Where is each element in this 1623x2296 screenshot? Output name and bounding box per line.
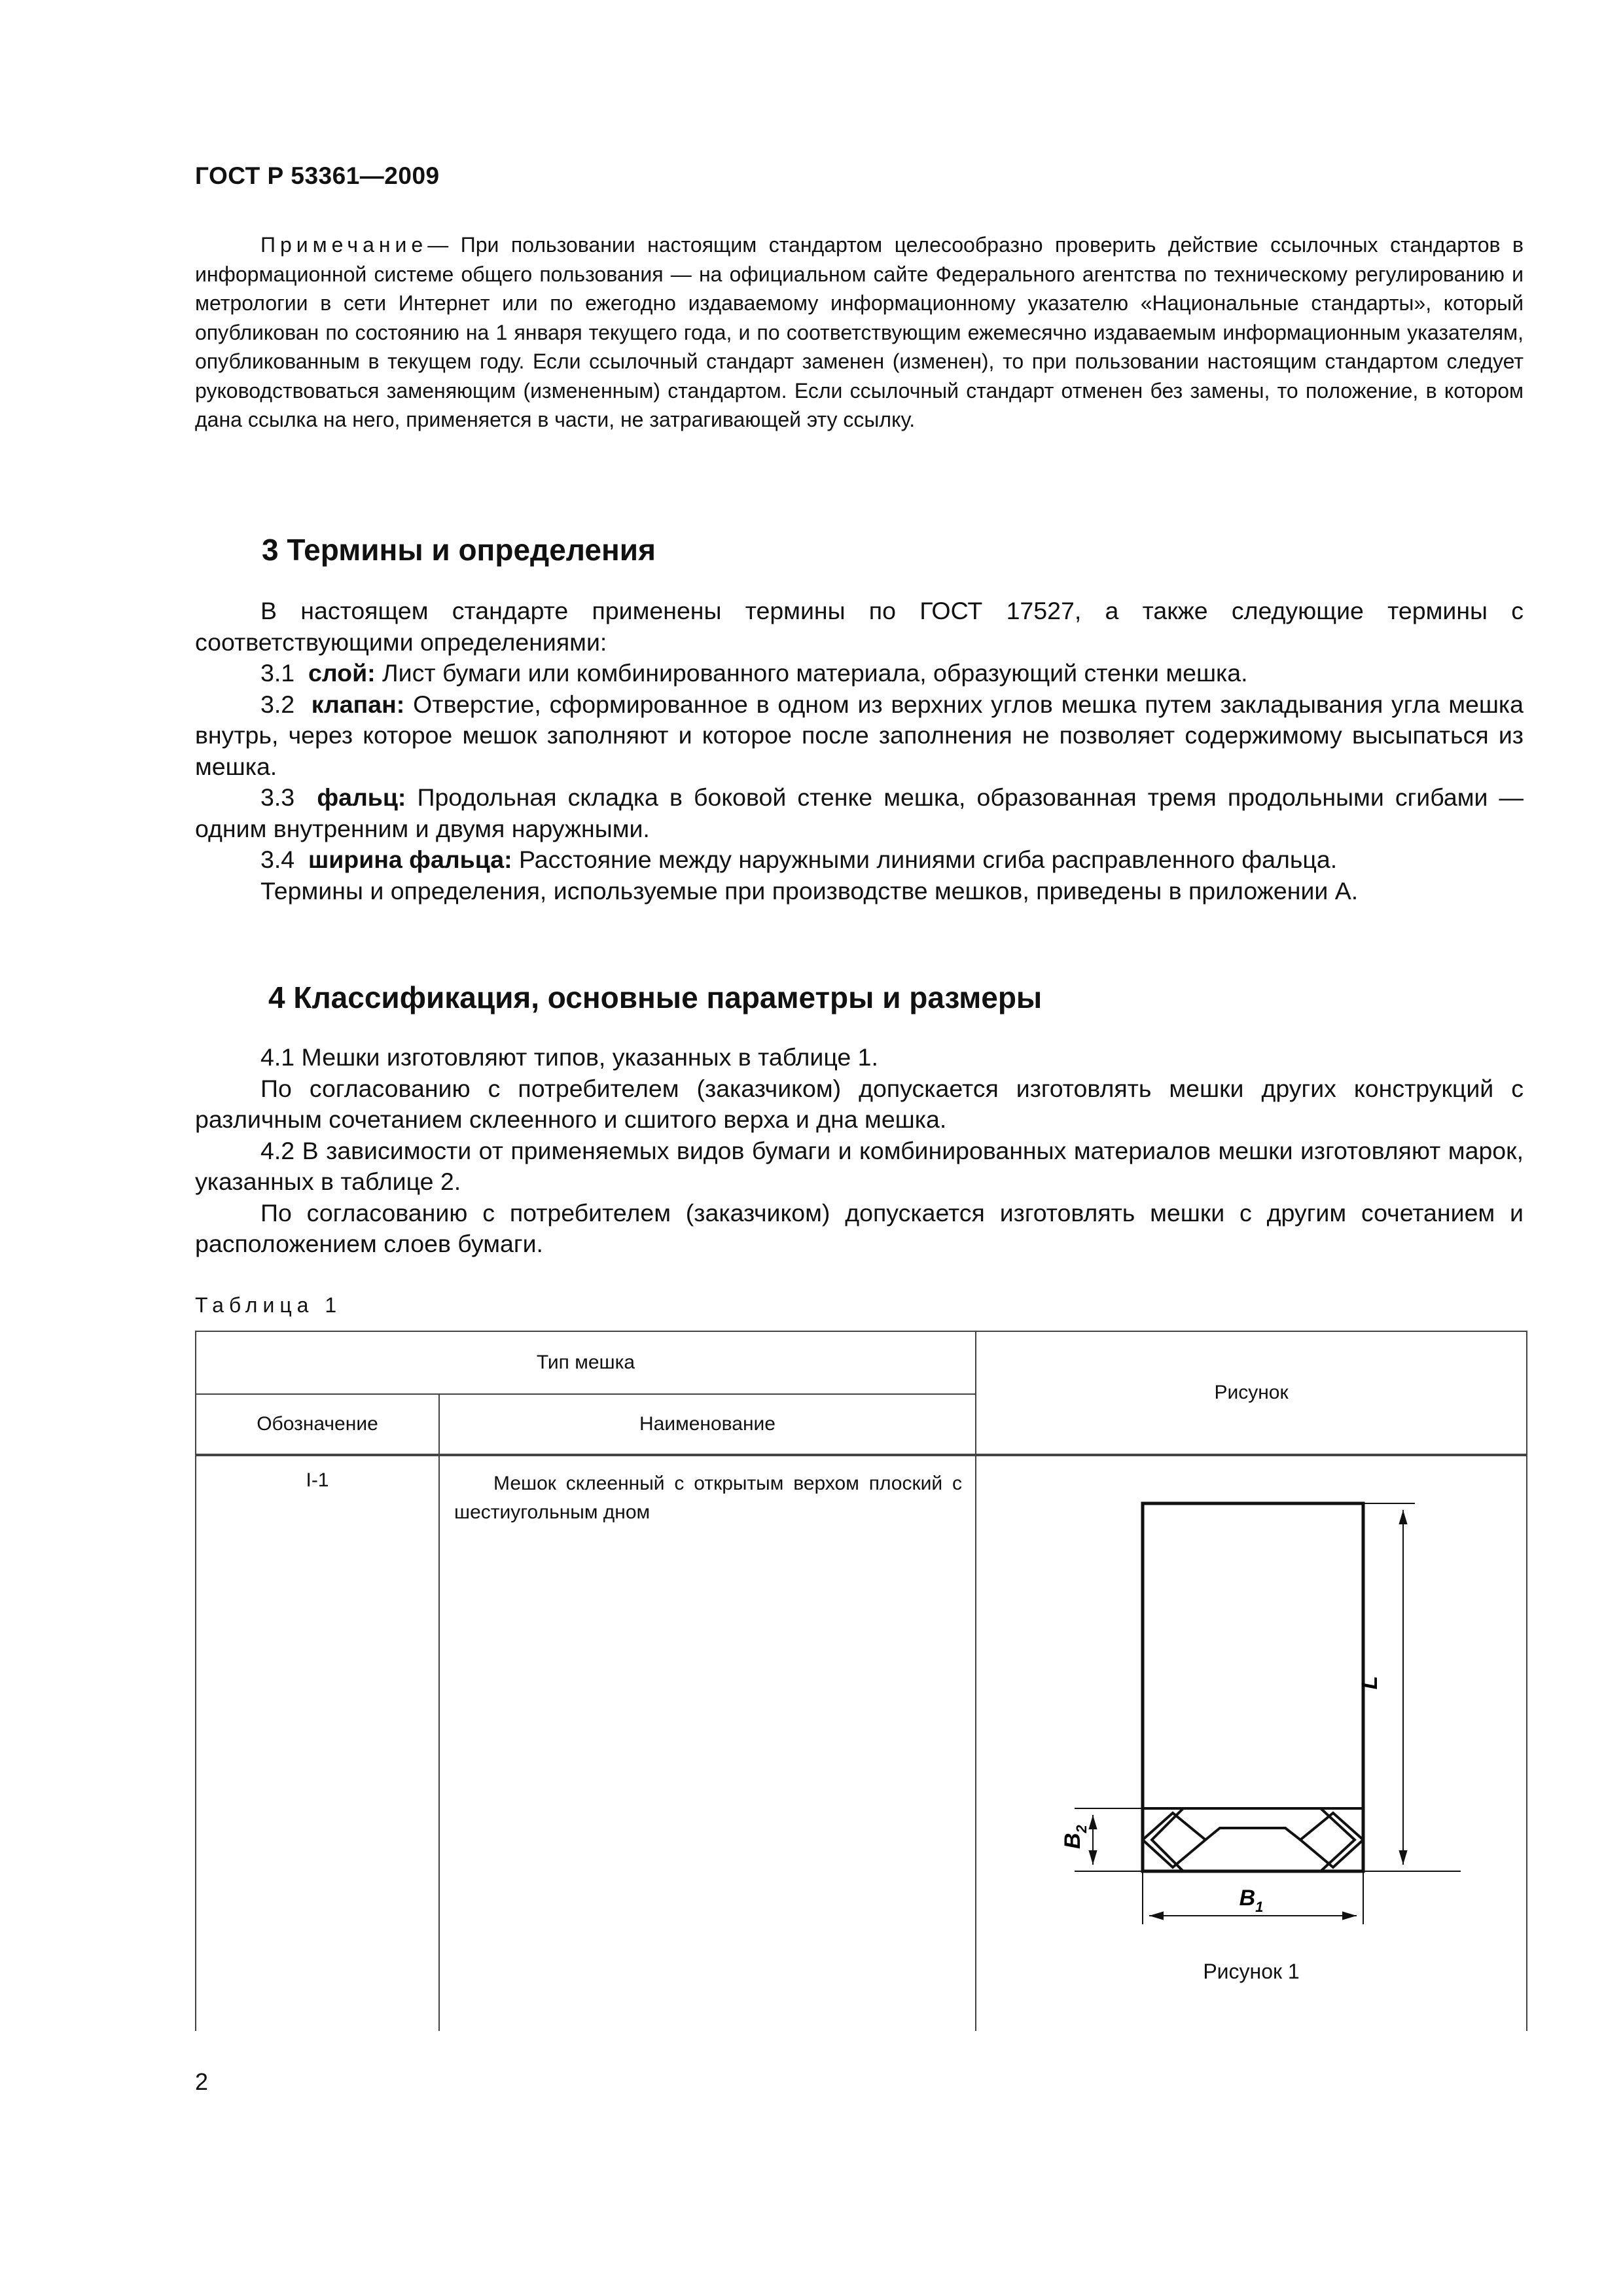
table-1: [195, 1331, 1527, 2031]
header-designation: Обозначение: [196, 1394, 439, 1455]
row-figure: [976, 1455, 1527, 2031]
hexagon-bottom-outer: [1152, 1808, 1355, 1871]
label-B2: $B_2$: [1060, 1825, 1090, 1849]
term-3-2: 3.2 клапан: Отверстие, сформированное в одном из верхних углов мешка путем закладывания угла мешка внутрь, через которое мешок заполняют и которое после заполнения не позволяет содержимому высыпаться из мешка.: [195, 690, 1524, 780]
table-row: [196, 1455, 1527, 2031]
term-3-3: 3.3 фальц: Продольная складка в боковой стенке мешка, образованная тремя продольными сгибами — одним внутренним и двумя наружными.: [195, 783, 1524, 842]
note-text: — При пользовании настоящим стандартом целесообразно проверить действие ссылочных стандартов в информационной системе общего пользования — на официальном сайте Федерального агентства по техническому регулированию и метрологии в сети Интернет или по ежегодно издаваемому информационному указателю «Национальные стандарты», который опубликован по состоянию на 1 января текущего года, и по соответствующим ежемесячно издаваемым информационным указателям, опубликованным в текущем году. Если ссылочный стандарт заменен (изменен), то при пользовании настоящим стандартом следует руководствоваться заменяющим (измененным) стандартом. Если ссылочный стандарт отменен без замены, то положение, в котором дана ссылка на него, применяется в части, не затрагивающей эту ссылку.: [195, 233, 1524, 431]
note-label: Примечание: [260, 233, 428, 257]
header-name: Наименование: [439, 1394, 976, 1455]
paragraph-4-2: 4.2 В зависимости от применяемых видов бумаги и комбинированных материалов мешки изготовляют марок, указанных в таблице 2.: [195, 1136, 1524, 1195]
section-3-closing: Термины и определения, используемые при производстве мешков, приведены в приложении А.: [260, 876, 1359, 905]
paragraph-4-1: 4.1 Мешки изготовляют типов, указанных в таблице 1.: [260, 1043, 878, 1071]
label-L: L: [1357, 1676, 1383, 1690]
section-4-heading: 4 Классификация, основные параметры и размеры: [268, 980, 1043, 1014]
term-3-4: 3.4 ширина фальца: Расстояние между наружными линиями сгиба расправленного фальца.: [260, 846, 1338, 873]
figure-1-caption: Рисунок 1: [1203, 1960, 1300, 1983]
section-4-body: [195, 1042, 1524, 1260]
page-number: 2: [195, 2068, 209, 2095]
row-designation: I-1: [196, 1455, 439, 2031]
paragraph-4-1-note: По согласованию с потребителем (заказчиком) допускается изготовлять мешки других конструкций с различным сочетанием склеенного и сшитого верха и дна мешка.: [195, 1074, 1524, 1133]
term-3-1: 3.1 слой: Лист бумаги или комбинированного материала, образующий стенки мешка.: [260, 659, 1248, 687]
header-bag-type: Тип мешка: [196, 1331, 976, 1394]
row-name: Мешок склеенный с открытым верхом плоский с шестиугольным дном: [439, 1455, 976, 2031]
label-B1: $B_1$: [1239, 1886, 1264, 1915]
section-3-intro: В настоящем стандарте применены термины по ГОСТ 17527, а также следующие термины с соответствующими определениями:: [195, 597, 1524, 656]
paragraph-4-2-note: По согласованию с потребителем (заказчиком) допускается изготовлять мешки с другим сочетанием и расположением слоев бумаги.: [195, 1198, 1524, 1257]
section-3-heading: 3 Термины и определения: [262, 533, 656, 567]
table-1-caption: Таблица 1: [195, 1293, 342, 1317]
hexagon-bottom-center: [1205, 1828, 1300, 1840]
note-paragraph: [195, 230, 1524, 435]
bag-drawing: [976, 1456, 1526, 2018]
header-figure: Рисунок: [976, 1331, 1527, 1455]
document-code: ГОСТ Р 53361—2009: [195, 162, 440, 189]
section-3-body: [195, 596, 1524, 906]
